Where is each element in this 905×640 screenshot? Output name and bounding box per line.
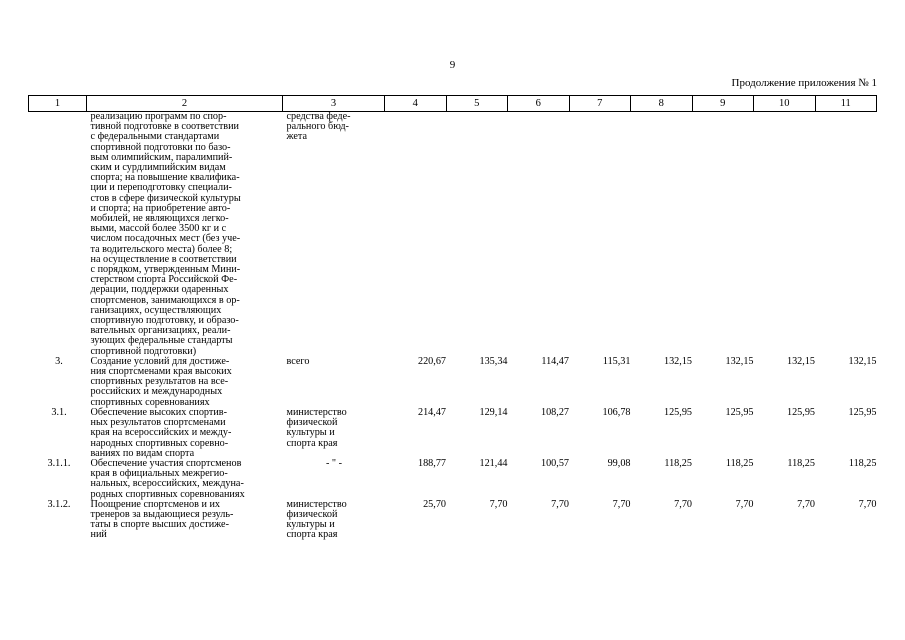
- description-line: с федеральными стандартами: [90, 131, 220, 143]
- value-cell: 220,67: [417, 355, 446, 367]
- description-line: с порядком, утвержденным Мини-: [90, 264, 241, 276]
- value-cell: [569, 112, 631, 357]
- description-line: тивной подготовке в соответствии: [90, 121, 239, 133]
- value-cell: 125,95: [848, 406, 877, 418]
- value-cell: [692, 112, 754, 357]
- value-cell: 118,25: [725, 457, 754, 469]
- value-cell: 125,95: [663, 406, 692, 418]
- description-line: на осуществление в соответствии: [90, 253, 237, 265]
- column-header: 2: [87, 96, 283, 112]
- description-line: стов в сфере физической культуры: [90, 192, 241, 204]
- row-description: [87, 112, 283, 357]
- description-line: ваниях по видам спорта: [90, 447, 195, 459]
- column-header: 1: [29, 96, 87, 112]
- page-number: 9: [449, 59, 456, 71]
- description-line: народных спортивных соревно-: [90, 437, 229, 449]
- funding-source-line: культуры и: [286, 427, 335, 439]
- funding-source-line: физической: [286, 508, 338, 520]
- table-row: [29, 408, 877, 459]
- row-funding-source: [283, 112, 385, 357]
- description-line: спортивную подготовку, и образо-: [90, 315, 239, 327]
- funding-source-line: средства феде-: [286, 111, 351, 122]
- row-funding-source: [283, 459, 385, 500]
- funding-source-line: всего: [286, 355, 310, 367]
- value-cell: 108,27: [540, 406, 569, 418]
- column-header: 3: [283, 96, 385, 112]
- description-line: ний: [90, 529, 107, 541]
- description-line: родных спортивных соревнованиях: [90, 488, 245, 500]
- description-line: спортивной подготовки): [90, 345, 197, 357]
- table-body: [29, 112, 877, 541]
- value-cell: 7,70: [612, 498, 631, 510]
- description-line: выми, массой более 3500 кг и с: [90, 223, 227, 235]
- description-line: Обеспечение высоких спортив-: [90, 406, 227, 418]
- value-cell: [754, 112, 816, 357]
- funding-source-line: культуры и: [286, 519, 335, 531]
- description-line: таты в спорте высших достиже-: [90, 519, 229, 531]
- value-cell: [385, 112, 447, 357]
- description-line: ции и переподготовку специали-: [90, 182, 232, 194]
- value-cell: 132,15: [786, 355, 815, 367]
- value-cell: [508, 112, 570, 357]
- row-description: [87, 357, 283, 408]
- description-line: спорта; на повышение квалифика-: [90, 172, 240, 184]
- value-cell: [631, 112, 693, 357]
- funding-source-line: спорта края: [286, 437, 338, 449]
- description-line: и спорта; на приобретение авто-: [90, 202, 231, 214]
- value-cell: 114,47: [541, 355, 569, 367]
- description-line: края на всероссийских и между-: [90, 427, 232, 439]
- description-line: дерации, поддержки одаренных: [90, 284, 229, 296]
- value-cell: [815, 112, 877, 357]
- description-line: Создание условий для достиже-: [90, 355, 230, 367]
- description-line: спортсменов, занимающихся в ор-: [90, 294, 240, 306]
- description-line: спортивных результатов на все-: [90, 376, 229, 388]
- value-cell: 135,34: [479, 355, 508, 367]
- value-cell: 7,70: [797, 498, 815, 510]
- description-line: реализацию программ по спор-: [90, 111, 227, 122]
- funding-source-line: спорта края: [286, 529, 338, 541]
- value-cell: 118,25: [787, 457, 815, 469]
- column-header: 10: [754, 96, 816, 112]
- budget-table: [28, 95, 877, 541]
- value-cell: 100,57: [540, 457, 569, 469]
- funding-source-line: - " -: [325, 457, 343, 469]
- funding-source-line: жета: [286, 131, 308, 143]
- value-cell: 99,08: [607, 457, 631, 469]
- value-cell: 188,77: [417, 457, 446, 469]
- value-cell: 115,31: [602, 355, 631, 367]
- row-index: 3.: [55, 355, 63, 367]
- column-header: 4: [385, 96, 447, 112]
- funding-source-line: министерство: [286, 498, 347, 510]
- description-line: мобилей, не являющихся легко-: [90, 213, 229, 225]
- value-cell: 125,95: [786, 406, 815, 418]
- value-cell: 25,70: [423, 498, 446, 510]
- row-index: 3.1.1.: [47, 457, 71, 469]
- description-line: зующих федеральные стандарты: [90, 335, 233, 347]
- column-header: 5: [446, 96, 508, 112]
- value-cell: 106,78: [602, 406, 631, 418]
- continuation-label: Продолжение приложения № 1: [731, 77, 877, 89]
- column-header: 9: [692, 96, 754, 112]
- row-funding-source: [283, 357, 385, 408]
- description-line: вательных организациях, реали-: [90, 325, 231, 337]
- value-cell: 7,70: [674, 498, 692, 510]
- value-cell: 7,70: [735, 498, 754, 510]
- value-cell: 125,95: [725, 406, 754, 418]
- funding-source-line: рального бюд-: [286, 121, 349, 133]
- description-line: тренеров за выдающиеся резуль-: [90, 508, 234, 520]
- description-line: Поощрение спортсменов и их: [90, 498, 221, 510]
- value-cell: 132,15: [725, 355, 754, 367]
- description-line: нальных, всероссийских, междуна-: [90, 478, 244, 490]
- description-line: ганизациях, осуществляющих: [90, 304, 222, 316]
- row-index: 3.1.2.: [47, 498, 71, 510]
- row-index: 3.1.: [51, 406, 67, 418]
- value-cell: 7,70: [489, 498, 508, 510]
- column-number-row: [29, 96, 877, 112]
- row-description: [87, 459, 283, 500]
- description-line: российских и международных: [90, 386, 223, 398]
- column-header: 6: [508, 96, 570, 112]
- value-cell: 132,15: [848, 355, 877, 367]
- column-header: 8: [631, 96, 693, 112]
- row-funding-source: [283, 408, 385, 459]
- description-line: ния спортсменами края высоких: [90, 366, 232, 378]
- column-header: 11: [815, 96, 877, 112]
- description-line: спортивных соревнованиях: [90, 396, 210, 408]
- value-cell: 7,70: [858, 498, 877, 510]
- value-cell: 121,44: [479, 457, 508, 469]
- description-line: ским и сурдлимпийским видам: [90, 162, 226, 174]
- value-cell: 214,47: [417, 406, 446, 418]
- row-index: [29, 112, 87, 357]
- description-line: края в официальных межрегио-: [90, 468, 228, 480]
- value-cell: 132,15: [663, 355, 692, 367]
- description-line: стерством спорта Российской Фе-: [90, 274, 238, 286]
- row-funding-source: [283, 500, 385, 541]
- description-line: ных результатов спортсменами: [90, 417, 226, 429]
- table-row: [29, 500, 877, 541]
- row-description: [87, 408, 283, 459]
- column-header: 7: [569, 96, 631, 112]
- description-line: спортивной подготовки по базо-: [90, 141, 231, 153]
- value-cell: 118,25: [848, 457, 877, 469]
- value-cell: 129,14: [479, 406, 508, 418]
- value-cell: 118,25: [664, 457, 692, 469]
- description-line: та водительского места) более 8;: [90, 243, 233, 255]
- value-cell: [446, 112, 508, 357]
- description-line: вым олимпийским, паралимпий-: [90, 151, 233, 163]
- table-row: [29, 112, 877, 357]
- description-line: числом посадочных мест (без уче-: [90, 233, 241, 245]
- row-description: [87, 500, 283, 541]
- value-cell: 7,70: [551, 498, 569, 510]
- funding-source-line: министерство: [286, 406, 347, 418]
- table-row: [29, 357, 877, 408]
- funding-source-line: физической: [286, 417, 338, 429]
- table-row: [29, 459, 877, 500]
- description-line: Обеспечение участия спортсменов: [90, 457, 242, 469]
